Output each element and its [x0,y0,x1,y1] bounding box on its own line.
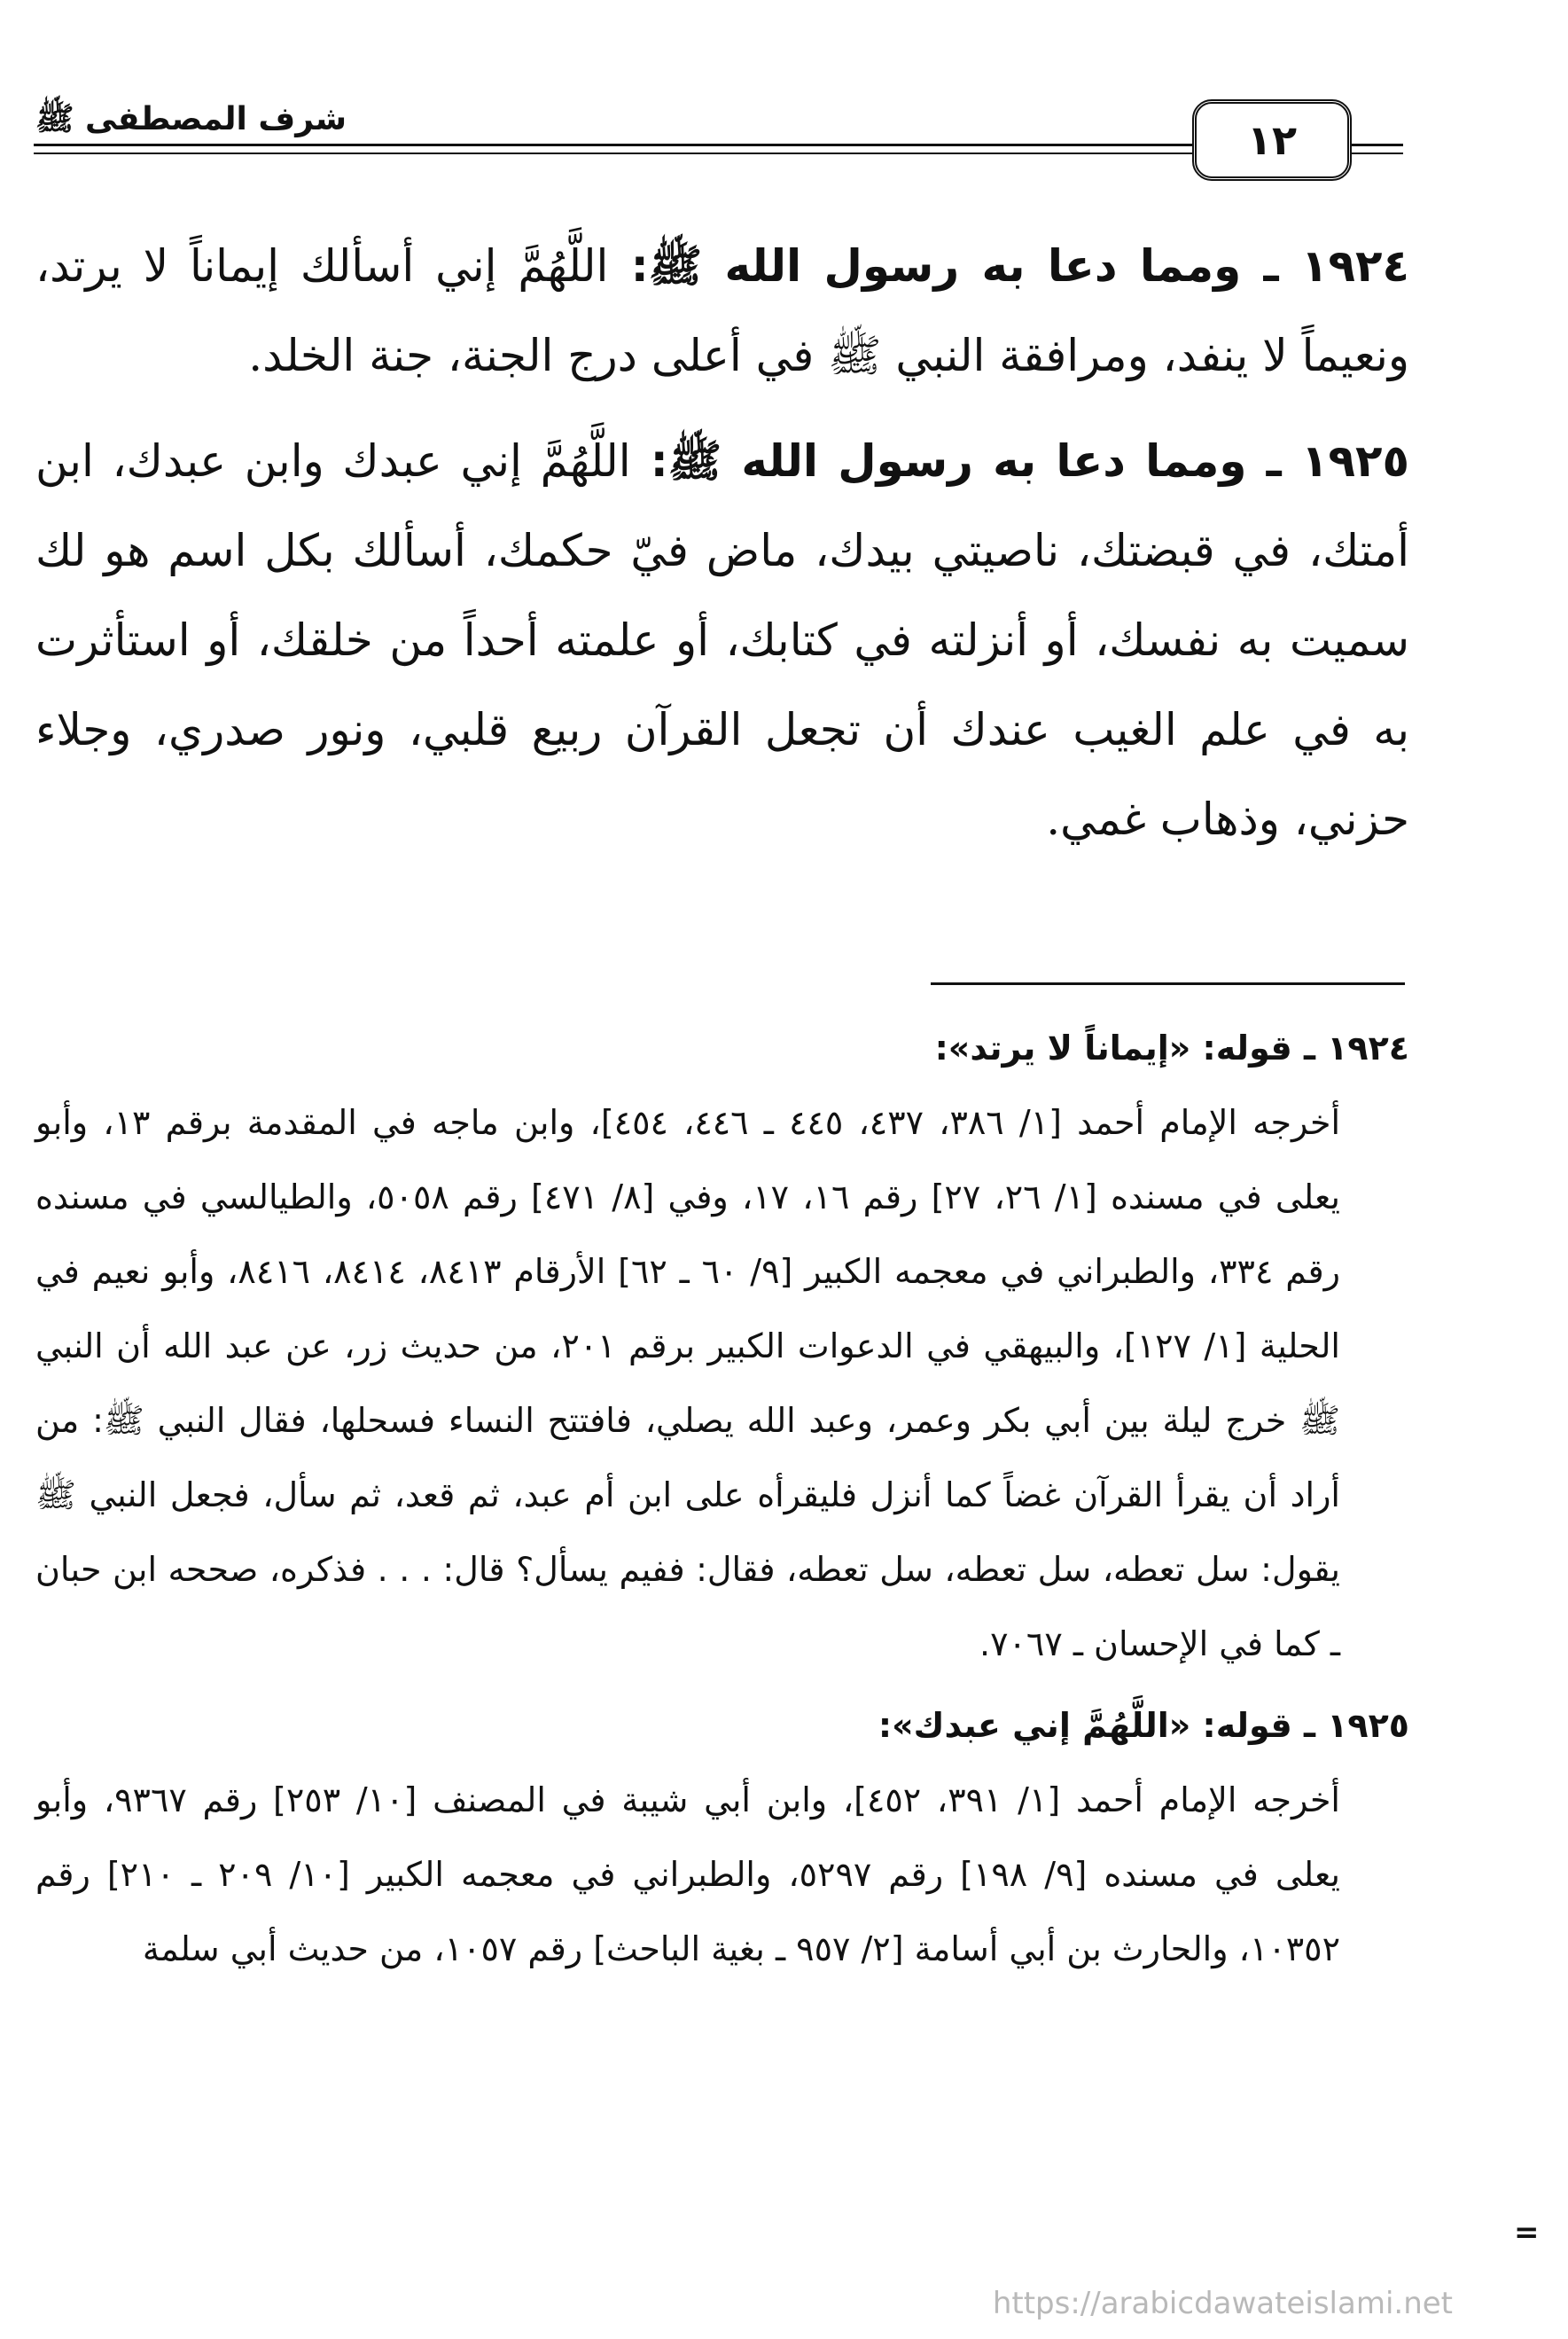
entry-lead: ـ ومما دعا به رسول الله ﷺ: [608,240,1301,292]
header-rule-right-thin [1343,153,1403,154]
entry-text: اللَّهُمَّ إني عبدك وابن عبدك، ابن أمتك، في قبضتك، ناصيتي بيدك، ماض فيّ حكمك، أسألك بكل اسم هو لك سميت به نفسك، أو أنزلته في كتابك، أو علمته أحداً من خلقك، أو استأثرت به في علم الغيب عندك أن تجعل القرآن ربيع قلبي، ونور صدري، وجلاء حزني، وذهاب غمي. [35,435,1410,845]
footnotes [35,1011,1409,1986]
running-header-title: شرف المصطفى ﷺ [35,101,347,137]
footnote-body: أخرجه الإمام أحمد [١/ ٣٨٦، ٤٣٧، ٤٤٥ ـ ٤٤٦، ٤٥٤]، وابن ماجه في المقدمة برقم ١٣، وأبو يعلى في مسنده [١/ ٢٦، ٢٧] رقم ١٦، ١٧، وفي [٨/ ٤٧١] رقم ٥٠٥٨، والطيالسي في مسنده رقم ٣٣٤، والطبراني في معجمه الكبير [٩/ ٦٠ ـ ٦٢] الأرقام ٨٤١٣، ٨٤١٤، ٨٤١٦، وأبو نعيم في الحلية [١/ ١٢٧]، والبيهقي في الدعوات الكبير برقم ٢٠١، من حديث زر، عن عبد الله أن النبي ﷺ خرج ليلة بين أبي بكر وعمر، وعبد الله يصلي، فافتتح النساء فسحلها، فقال النبي ﷺ: من أراد أن يقرأ القرآن غضاً كما أنزل فليقرأه على ابن أم عبد، ثم قعد، ثم سأل، فجعل النبي ﷺ يقول: سل تعطه، سل تعطه، سل تعطه، فقال: ففيم يسأل؟ قال: . . . فذكره، صححه ابن حبان ـ كما في الإحسان ـ ٧٠٦٧. [35,1103,1341,1663]
entry-number: ١٩٢٤ [1300,240,1409,292]
entry-number: ١٩٢٥ [1300,435,1410,487]
header-rule-right [1343,144,1403,146]
page-number: ١٢ [1192,99,1352,181]
footnote-body: أخرجه الإمام أحمد [١/ ٣٩١، ٤٥٢]، وابن أبي شيبة في المصنف [١٠/ ٢٥٣] رقم ٩٣٦٧، وأبو يعلى في مسنده [٩/ ١٩٨] رقم ٥٢٩٧، والطبراني في معجمه الكبير [١٠/ ٢٠٩ ـ ٢١٠] رقم ١٠٣٥٢، والحارث بن أبي أسامة [٢/ ٩٥٧ ـ بغية الباحث] رقم ١٠٥٧، من حديث أبي سلمة [35,1780,1340,1968]
entry-text: اللَّهُمَّ إني أسألك إيماناً لا يرتد، ونعيماً لا ينفد، ومرافقة النبي ﷺ في أعلى درج الجنة، جنة الخلد. [35,240,1409,381]
entry-lead: ـ ومما دعا به رسول الله ﷺ: [630,435,1301,487]
footnote-heading: ١٩٢٤ ـ قوله: «إيماناً لا يرتد»: [934,1029,1409,1068]
entry-1924 [35,222,1409,401]
footnote-separator [931,982,1405,985]
watermark-url: https://arabicdawateislami.net [992,2286,1453,2321]
continuation-mark: = [1514,2215,1540,2250]
entry-1925 [35,417,1409,864]
main-text [35,222,1409,880]
footnote-heading: ١٩٢٥ ـ قوله: «اللَّهُمَّ إني عبدك»: [878,1706,1409,1745]
